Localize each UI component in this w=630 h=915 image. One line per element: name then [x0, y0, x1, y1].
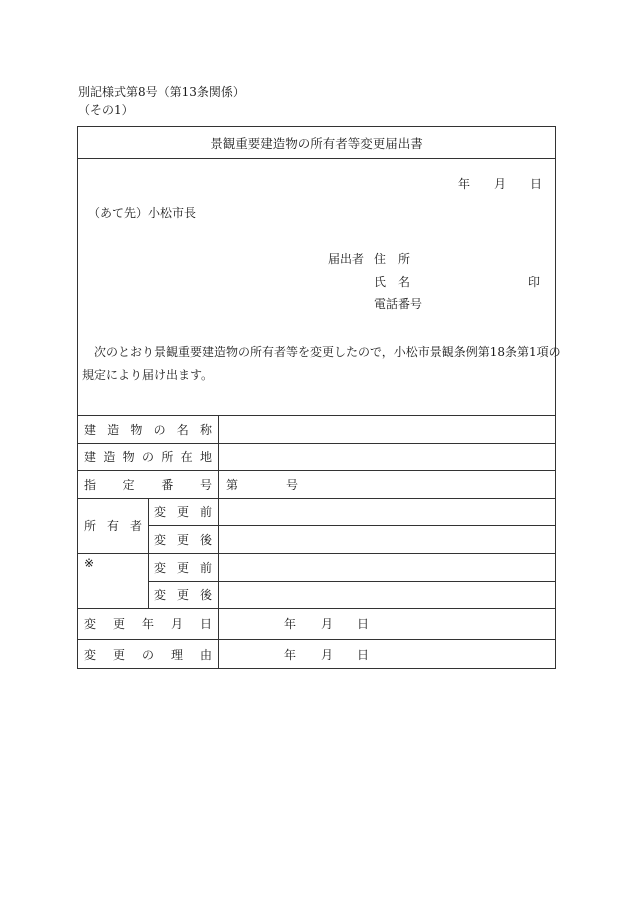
applicant-address-label: 住 所: [374, 252, 411, 266]
label-mark-after: 変 更 後: [154, 588, 212, 602]
label-owner-after: 変 更 後: [154, 533, 212, 547]
row-line-6: [149, 581, 555, 582]
date-year: 年: [458, 177, 471, 191]
applicant-name-label: 氏 名: [374, 275, 411, 289]
label-change-date: 変 更 年 月 日: [84, 617, 212, 631]
applicant-phone-label: 電話番号: [374, 297, 423, 311]
row-line-7: [78, 608, 555, 609]
date-month: 月: [494, 177, 507, 191]
row-line-8: [78, 639, 555, 640]
mark-symbol: ※: [84, 556, 95, 570]
designation-dai: 第: [226, 478, 239, 492]
applicant-label: 届出者: [328, 252, 365, 266]
change-date-month: 月: [321, 617, 334, 631]
label-owner: 所 有 者: [84, 519, 142, 533]
row-line-5: [78, 553, 555, 554]
change-reason-month: 月: [321, 648, 334, 662]
sub-reference: （その1）: [78, 103, 134, 117]
row-line-4: [149, 525, 555, 526]
form-title: 景観重要建造物の所有者等変更届出書: [210, 136, 423, 151]
addressee: （あて先）小松市長: [88, 206, 197, 220]
col-line-owner: [148, 498, 149, 608]
form-frame: [77, 126, 561, 669]
label-building-location: 建 造 物 の 所 在 地: [84, 450, 212, 464]
change-date-year: 年: [284, 617, 297, 631]
change-date-day: 日: [357, 617, 370, 631]
date-day: 日: [530, 177, 543, 191]
label-change-reason: 変 更 の 理 由: [84, 648, 212, 662]
label-building-name: 建 造 物 の 名 称: [84, 423, 212, 437]
row-line-3: [78, 498, 555, 499]
title-divider: [78, 158, 555, 159]
label-mark-before: 変 更 前: [154, 561, 212, 575]
row-line-2: [78, 470, 555, 471]
table-top-line: [78, 415, 555, 416]
form-reference: 別記様式第8号（第13条関係）: [78, 85, 245, 99]
designation-go: 号: [286, 478, 299, 492]
seal-mark: 印: [528, 275, 541, 289]
label-designation-number: 指 定 番 号: [84, 478, 212, 492]
label-owner-before: 変 更 前: [154, 505, 212, 519]
body-text-line2: 規定により届け出ます。: [82, 368, 214, 382]
body-text-line1: 次のとおり景観重要建造物の所有者等を変更したので，小松市景観条例第18条第1項の: [94, 345, 561, 359]
row-line-1: [78, 443, 555, 444]
change-reason-year: 年: [284, 648, 297, 662]
change-reason-day: 日: [357, 648, 370, 662]
col-line-main: [218, 415, 219, 669]
